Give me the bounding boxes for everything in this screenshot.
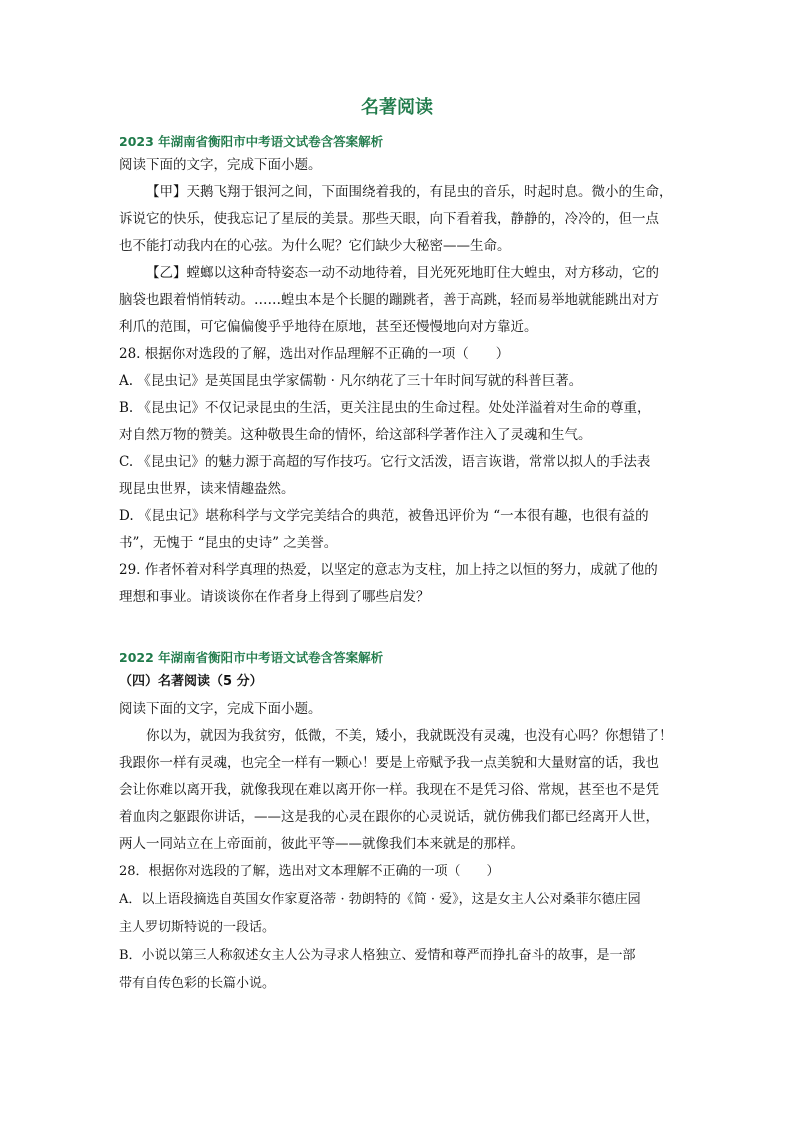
option-a: A. 《昆虫记》是英国昆虫学家儒勒 · 凡尔纳花了三十年时间写就的科普巨著。: [119, 373, 583, 389]
question-29: 29. 作者怀着对科学真理的热爱，以坚定的意志为支柱，加上持之以恒的努力，成就了他的: [119, 562, 658, 578]
section-subheading: （四）名著阅读（5 分）: [119, 674, 263, 689]
passage-line: 我跟你一样有灵魂，也完全一样有一颗心！要是上帝赋予我一点美貌和大量财富的话，我也: [119, 755, 659, 771]
option-a: A．以上语段摘选自英国女作家夏洛蒂 · 勃朗特的《简 · 爱》，这是女主人公对桑菲尔德庄园: [119, 892, 641, 907]
section-heading: 2023 年湖南省衡阳市中考语文试卷含答案解析: [119, 134, 384, 149]
passage-yi-line: 脑袋也跟着悄悄转动。……蝗虫本是个长腿的蹦跳者，善于高跳，轻而易举地就能跳出对方: [119, 292, 659, 308]
passage-yi-line: 利爪的范围，可它偏偏傻乎乎地待在原地，甚至还慢慢地向对方靠近。: [119, 319, 538, 335]
question-28: 28．根据你对选段的了解，选出对文本理解不正确的一项（ ）: [119, 864, 500, 879]
option-b: B．小说以第三人称叙述女主人公为寻求人格独立、爱情和尊严而挣扎奋斗的故事，是一部: [119, 948, 636, 963]
passage-yi-line: 【乙】螳螂以这种奇特姿态一动不动地待着，目光死死地盯住大蝗虫，对方移动，它的: [146, 265, 659, 281]
question-28: 28. 根据你对选段的了解，选出对作品理解不正确的一项（ ）: [119, 346, 510, 362]
passage-line: 会让你难以离开我，就像我现在难以离开你一样。我现在不是凭习俗、常规，甚至也不是凭: [119, 782, 659, 798]
instruction-text: 阅读下面的文字，完成下面小题。: [119, 157, 322, 173]
option-c-cont: 现昆虫世界，读来情趣盎然。: [119, 481, 295, 497]
passage-jia-line: 【甲】天鹅飞翔于银河之间，下面围绕着我的，有昆虫的音乐，时起时息。微小的生命，: [146, 184, 673, 200]
section-2022: [119, 648, 675, 998]
option-b: B. 《昆虫记》不仅记录昆虫的生活，更关注昆虫的生命过程。处处洋溢着对生命的尊重，: [119, 400, 651, 416]
option-b-cont: 带有自传色彩的长篇小说。: [119, 976, 276, 991]
section-heading: 2022 年湖南省衡阳市中考语文试卷含答案解析: [119, 650, 384, 665]
passage-jia-line: 诉说它的快乐，使我忘记了星辰的美景。那些天眼，向下看着我，静静的，冷冷的，但一点: [119, 211, 659, 227]
option-c: C. 《昆虫记》的魅力源于高超的写作技巧。它行文活泼，语言诙谐，常常以拟人的手法表: [119, 454, 651, 470]
passage-jia-line: 也不能打动我内在的心弦。为什么呢？它们缺少大秘密——生命。: [119, 238, 511, 254]
section-2023: [119, 132, 675, 611]
option-a-cont: 主人罗切斯特说的一段话。: [119, 920, 276, 935]
option-d: D. 《昆虫记》堪称科学与文学完美结合的典范，被鲁迅评价为 “一本很有趣，也很有益的: [119, 508, 649, 524]
option-d-cont: 书”，无愧于 “昆虫的史诗” 之美誉。: [119, 535, 338, 551]
passage-line: 你以为，就因为我贫穷，低微，不美，矮小，我就既没有灵魂，也没有心吗？你想错了！: [146, 728, 673, 744]
passage-line: 着血肉之躯跟你讲话，——这是我的心灵在跟你的心灵说话，就仿佛我们都已经离开人世，: [119, 809, 659, 825]
passage-line: 两人一同站立在上帝面前，彼此平等——就像我们本来就是的那样。: [119, 836, 524, 852]
page-title: 名著阅读: [361, 97, 433, 118]
instruction-text: 阅读下面的文字，完成下面小题。: [119, 701, 322, 717]
question-29-cont: 理想和事业。请谈谈你在作者身上得到了哪些启发？: [119, 589, 430, 605]
option-b-cont: 对自然万物的赞美。这种敬畏生命的情怀，给这部科学著作注入了灵魂和生气。: [119, 427, 592, 443]
